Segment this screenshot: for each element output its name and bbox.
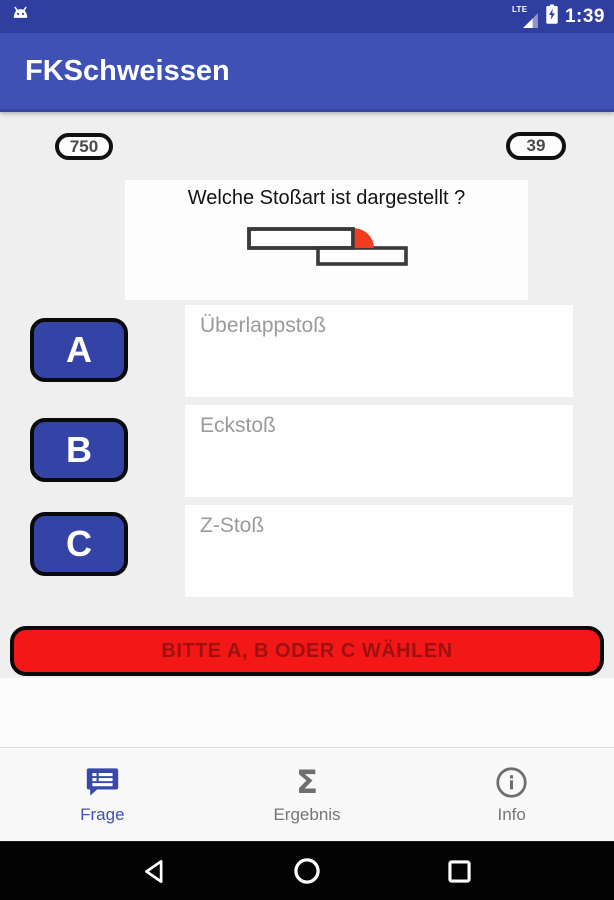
answer-text-b: Eckstoß xyxy=(185,405,573,497)
battery-charging-icon xyxy=(546,4,558,29)
app-bar xyxy=(0,33,614,112)
app-title: FKSchweissen xyxy=(25,54,230,87)
android-notification-icon xyxy=(9,3,32,31)
content-lower-strip xyxy=(0,678,614,747)
answer-text-c: Z-Stoß xyxy=(185,505,573,597)
answer-button-b[interactable]: B xyxy=(30,418,128,482)
answer-button-c[interactable]: C xyxy=(30,512,128,576)
signal-lte-icon xyxy=(512,4,539,30)
nav-recents-icon[interactable] xyxy=(444,856,474,886)
nav-back-icon[interactable] xyxy=(140,856,170,886)
sigma-icon: Σ xyxy=(296,763,318,801)
tab-frage-label: Frage xyxy=(80,805,125,824)
question-card xyxy=(125,180,528,300)
question-text: Welche Stoßart ist dargestellt ? xyxy=(187,187,466,209)
info-icon xyxy=(495,764,528,800)
tab-ergebnis-label: Ergebnis xyxy=(273,805,341,824)
lte-label: LTE xyxy=(511,4,528,14)
tab-frage[interactable] xyxy=(0,748,205,841)
status-bar xyxy=(0,0,614,33)
tab-ergebnis[interactable] xyxy=(205,748,410,841)
answer-text-a: Überlappstoß xyxy=(185,305,573,397)
weld-joint-diagram xyxy=(245,224,411,273)
tab-info-label: Info xyxy=(497,805,526,824)
answer-button-a[interactable]: A xyxy=(30,318,128,382)
total-questions-badge: 750 xyxy=(55,133,113,160)
current-question-badge: 39 xyxy=(506,132,566,160)
status-time: 1:39 xyxy=(564,5,605,27)
chat-icon xyxy=(86,764,119,800)
android-nav-bar xyxy=(0,841,614,900)
nav-home-icon[interactable] xyxy=(292,856,322,886)
tab-info[interactable] xyxy=(409,748,614,841)
choose-answer-button[interactable]: BITTE A, B ODER C WÄHLEN xyxy=(10,626,604,676)
tab-bar xyxy=(0,747,614,841)
